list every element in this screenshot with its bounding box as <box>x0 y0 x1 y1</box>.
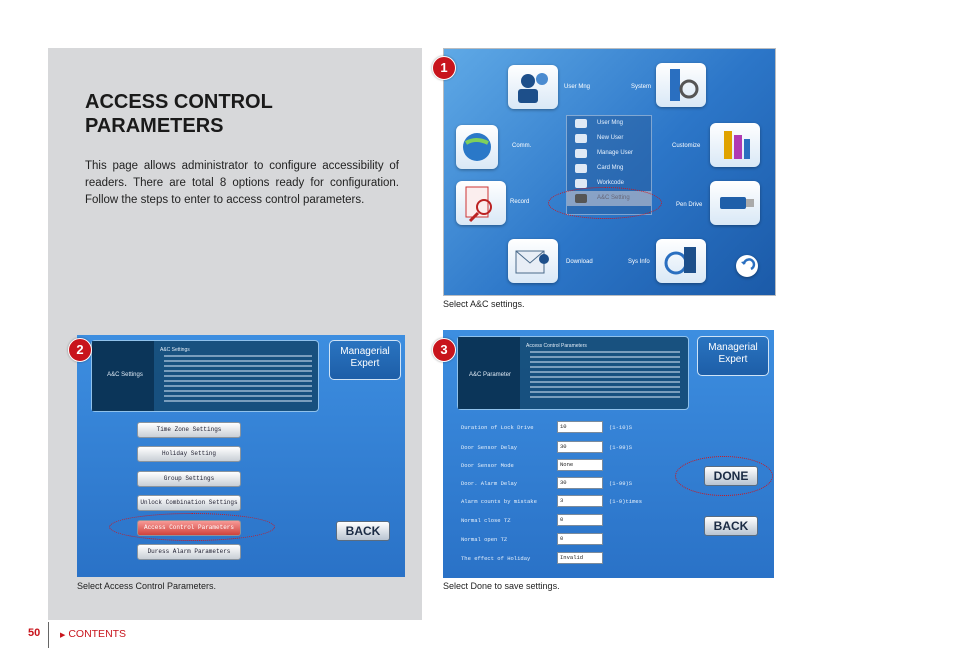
step1-badge: 1 <box>432 56 456 80</box>
menu-label-comm: Comm. <box>512 143 532 149</box>
menu-label-sys-info: Sys Info <box>628 259 650 265</box>
user-icon <box>575 149 587 158</box>
ac-settings-panel <box>91 340 319 412</box>
param-label: Duration of Lock Drive <box>461 424 534 431</box>
step1-caption: Select A&C settings. <box>443 299 525 309</box>
user-icon <box>575 119 587 128</box>
step2-badge: 2 <box>68 338 92 362</box>
panel-body-text <box>530 351 680 399</box>
record-icon[interactable] <box>456 181 506 225</box>
param-input[interactable]: 0 <box>557 514 603 526</box>
param-select[interactable]: None <box>557 459 603 471</box>
comm-icon[interactable] <box>456 125 498 169</box>
time-zone-button[interactable]: Time Zone Settings <box>137 422 241 438</box>
param-range: (1-99)S <box>609 480 633 487</box>
param-input[interactable]: 30 <box>557 441 603 453</box>
step2-caption: Select Access Control Parameters. <box>77 581 217 591</box>
managerial-expert-label: Managerial Expert <box>697 336 769 376</box>
param-label: Door Sensor Mode <box>461 462 514 469</box>
highlight-ring <box>109 513 275 541</box>
panel-heading: A&C Settings <box>160 347 190 353</box>
param-label: The effect of Holiday <box>461 555 531 562</box>
page-description: This page allows administrator to configure accessibility of readers. There are total 8 options ready for configuration. Follow the steps to enter to access control parameters. <box>85 160 399 206</box>
customize-icon[interactable] <box>710 123 760 167</box>
param-label: Normal open TZ <box>461 536 508 543</box>
system-icon[interactable] <box>656 63 706 107</box>
step1-screenshot <box>443 48 776 296</box>
card-icon <box>575 164 587 173</box>
step3-badge: 3 <box>432 338 456 362</box>
param-label: Door Sensor Delay <box>461 444 518 451</box>
step3-caption: Select Done to save settings. <box>443 581 560 591</box>
param-select[interactable]: Invalid <box>557 552 603 564</box>
submenu-item[interactable]: User Mng <box>567 116 651 131</box>
contents-link[interactable]: ▶ CONTENTS <box>60 628 127 640</box>
menu-label-customize: Customize <box>672 143 701 149</box>
page-title: ACCESS CONTROL PARAMETERS <box>85 91 273 137</box>
sys-info-icon[interactable] <box>656 239 706 283</box>
back-button[interactable]: BACK <box>704 516 758 536</box>
param-range: (1-9)times <box>609 498 643 505</box>
panel-heading: Access Control Parameters <box>526 343 587 349</box>
group-settings-button[interactable]: Group Settings <box>137 471 241 487</box>
back-button[interactable]: BACK <box>336 521 390 541</box>
ac-parameter-panel <box>457 336 689 410</box>
param-input[interactable]: 30 <box>557 477 603 489</box>
highlight-ring <box>675 456 773 496</box>
param-range: (1-99)S <box>609 444 633 451</box>
footer-divider <box>48 622 49 648</box>
param-range: (1-10)S <box>609 424 633 431</box>
param-input[interactable]: 3 <box>557 495 603 507</box>
unlock-combination-button[interactable]: Unlock Combination Settings <box>137 495 241 511</box>
param-input[interactable]: 0 <box>557 533 603 545</box>
panel-body-text <box>164 355 312 403</box>
triangle-right-icon: ▶ <box>60 632 66 639</box>
panel-title: A&C Parameter <box>468 372 511 378</box>
user-icon <box>575 134 587 143</box>
panel-title: A&C Settings <box>107 372 143 378</box>
menu-label-user-mng: User Mng <box>564 84 591 90</box>
menu-label-system: System <box>631 84 652 90</box>
user-mng-icon[interactable] <box>508 65 558 109</box>
menu-label-record: Record <box>510 199 530 205</box>
param-label: Normal close TZ <box>461 517 511 524</box>
param-label: Door. Alarm Delay <box>461 480 518 487</box>
step2-screenshot <box>77 335 405 577</box>
param-input[interactable]: 10 <box>557 421 603 433</box>
submenu-item-ac-setting[interactable]: A&C Setting <box>567 191 651 206</box>
param-label: Alarm counts by mistake <box>461 498 537 505</box>
workcode-icon <box>575 179 587 188</box>
holiday-button[interactable]: Holiday Setting <box>137 446 241 462</box>
submenu-item[interactable]: Card Mng <box>567 161 651 176</box>
submenu-item[interactable]: Manage User <box>567 146 651 161</box>
menu-label-pen-drive: Pen Drive <box>676 202 703 208</box>
duress-alarm-button[interactable]: Duress Alarm Parameters <box>137 544 241 560</box>
pen-drive-icon[interactable] <box>710 181 760 225</box>
menu-label-download: Download <box>566 259 593 265</box>
page-number: 50 <box>28 627 41 639</box>
managerial-expert-label: Managerial Expert <box>329 340 401 380</box>
step3-screenshot <box>443 330 774 578</box>
submenu-item[interactable]: Workcode <box>567 176 651 191</box>
highlight-ring <box>548 187 662 219</box>
access-control-parameters-button[interactable]: Access Control Parameters <box>137 520 241 536</box>
download-icon[interactable] <box>508 239 558 283</box>
submenu-item[interactable]: New User <box>567 131 651 146</box>
return-icon[interactable] <box>736 255 758 277</box>
done-button[interactable]: DONE <box>704 466 758 486</box>
